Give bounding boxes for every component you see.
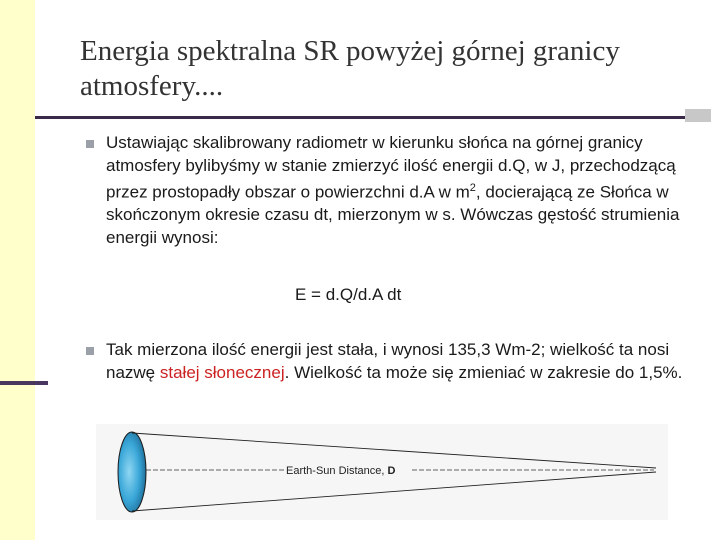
- bullet-2-text: Tak mierzona ilość energii jest stała, i wynosi 135,3 Wm-2; wielkość ta nosi nazwę: [106, 340, 670, 382]
- left-accent-bar: [0, 0, 35, 540]
- bullet-paragraph-1: [106, 132, 686, 249]
- bullet-2-highlight: stałej słonecznej: [159, 362, 285, 382]
- bullet-paragraph-2: [106, 339, 686, 384]
- left-accent-stub: [0, 381, 48, 385]
- bullet-1-superscript: 2: [469, 182, 476, 194]
- bullet-1-text-cont: , docierającą ze Słońca w skończonym okresie czasu dt, mierzonym w s. Wówczas gęstość strumienia energii wynosi:: [106, 182, 680, 247]
- square-bullet-icon: [86, 347, 94, 355]
- bullet-1-text: Ustawiając skalibrowany radiometr w kierunku słońca na górnej granicy atmosfery bylibyśmy w stanie zmierzyć ilość energii d.Q, w J, przechodzącą przez prostopadły obszar o powierzchni d.A w m: [106, 133, 676, 202]
- sun-ellipse-icon: [118, 432, 146, 512]
- lower-ray-line: [132, 472, 656, 511]
- title-divider: [35, 116, 685, 119]
- bullet-2-text-cont: . Wielkość ta może się zmieniać w zakresie do 1,5%.: [284, 362, 683, 382]
- distance-label: Earth-Sun Distance, D: [286, 465, 396, 477]
- formula: E = d.Q/d.A dt: [295, 285, 402, 304]
- earth-sun-diagram: [96, 424, 668, 520]
- title-divider-end: [685, 109, 711, 122]
- earth-sun-diagram-svg: [96, 424, 668, 520]
- upper-ray-line: [132, 433, 656, 468]
- slide-title: Energia spektralna SR powyżej górnej granicy atmosfery....: [80, 35, 620, 102]
- square-bullet-icon: [86, 140, 94, 148]
